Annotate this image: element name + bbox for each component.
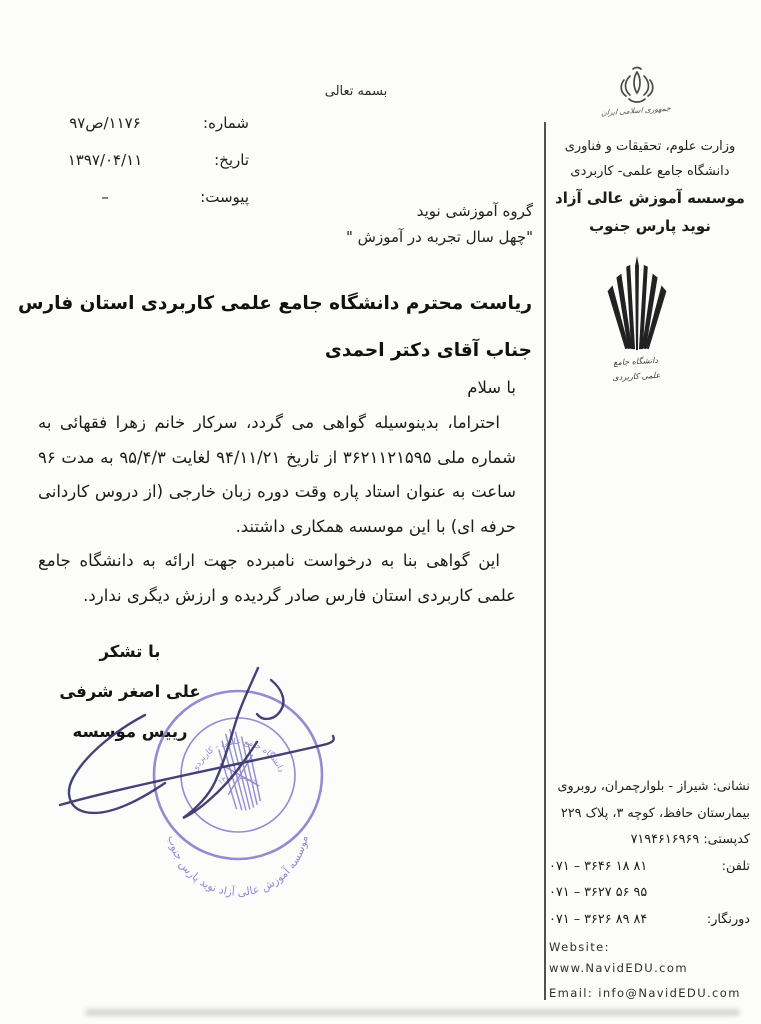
iran-national-emblem-icon [600,66,674,108]
letter-body [38,378,516,613]
uast-caption-line1: دانشگاه جامع [613,355,659,368]
letter-number-row [35,114,249,151]
emblem-caption: جمهوری اسلامی ایران [600,103,672,118]
phone-row-2 [549,880,750,907]
recipient-heading [17,280,532,374]
column-divider-line [544,122,546,1000]
fax-number: ۰۷۱ – ۳۶۲۶ ۸۹ ۸۴ [549,911,648,927]
body-paragraph-1: احتراما، بدینوسیله گواهی می گردد، سرکار خانم زهرا فقهائی به شماره ملی ۳۶۲۱۱۲۱۵۹۵ از تاریخ ۹۴/۱۱/۲۱ لغایت ۹۵/۴/۳ به مدت ۹۶ ساعت به عنوان استاد پاره وقت دوره زبان خارجی (از دروس کاردانی حرفه ای) با این موسسه همکاری داشتند. [38,413,516,536]
institute-name-line1: موسسه آموزش عالی آزاد [555,189,745,207]
date-value: ۱۳۹۷/۰۴/۱۱ [67,151,143,169]
scan-artifact-smudge [85,1009,740,1016]
website-value: www.NavidEDU.com [549,961,688,975]
address-line1: نشانی: شیراز - بلوارچمران، روبروی [557,779,750,794]
group-slogan: "چهل سال تجربه در آموزش " [345,228,533,246]
institute-name-line2: نوید پارس جنوب [589,217,711,235]
letterhead-org-block [551,134,749,240]
bismillah-text: بسمه تعالی [324,84,388,99]
attachment-label: پیوست: [200,188,249,206]
letter-meta-block [35,114,249,225]
uast-logo-caption [585,351,686,386]
recipient-line1: ریاست محترم دانشگاه جامع علمی کاربردی استان فارس [17,293,532,314]
signature-thanks: با تشکر [99,642,161,661]
uast-logo [597,256,677,354]
svg-text:موسسه آموزش عالی آزاد نوید پار [165,834,310,899]
handwritten-signature [60,668,334,818]
postal-code: کدپستی: ۷۱۹۴۶۱۶۹۶۹ [630,832,750,847]
fax-row [549,907,750,934]
ministry-name: وزارت علوم، تحقیقات و فناوری [564,139,736,154]
number-label: شماره: [203,114,249,132]
educational-group-block [346,198,533,250]
stamp-and-signature-graphic [25,640,395,910]
recipient-line2: جناب آقای دکتر احمدی [324,340,532,361]
date-label: تاریخ: [214,151,249,169]
phone-number-2: ۰۷۱ – ۳۶۲۷ ۵۶ ۹۵ [549,885,648,900]
email-label: Email: [549,986,594,1000]
letter-date-row [35,151,249,188]
signatory-name: علی اصغر شرفی [59,682,201,701]
phone-number-1: ۰۷۱ – ۳۶۴۶ ۱۸ ۸۱ [549,858,648,874]
stamp-founded-text: تاسیس ۱۳۸۴ [216,772,260,787]
contact-block [549,774,750,1004]
address-line2: بیمارستان حافظ، کوچه ۳، پلاک ۲۲۹ [560,805,750,821]
body-paragraph-2: این گواهی بنا به درخواست نامبرده جهت ارائه به دانشگاه جامع علمی کاربردی استان فارس صادر گردیده و ارزش دیگری ندارد. [38,551,516,605]
website-label: Website: [549,940,610,954]
university-name: دانشگاه جامع علمی- کاربردی [570,164,730,179]
phone-label: تلفن: [721,858,750,874]
website-row [549,937,750,979]
signatory-title: رییس موسسه [72,722,188,741]
stamp-ring-text-top: موسسه آموزش عالی آزاد نوید پارس جنوب [165,834,311,899]
group-name: گروه آموزشی نوید [416,202,533,220]
fax-label: دورنگار: [706,911,750,927]
letter-attachment-row [35,188,249,225]
phone-row-1 [549,854,750,881]
round-stamp [154,691,322,899]
attachment-value: – [101,188,109,206]
salutation: با سلام [467,378,516,397]
uast-caption-line2: علمی کاربردی [612,370,661,383]
email-value: info@NavidEDU.com [598,986,741,1000]
email-row [549,983,750,1004]
stamp-ring-text-bottom: دانشگاه جامع علمی - کاربردی [190,736,286,774]
number-value: ۱۱۷۶/ص۹۷ [69,114,141,132]
